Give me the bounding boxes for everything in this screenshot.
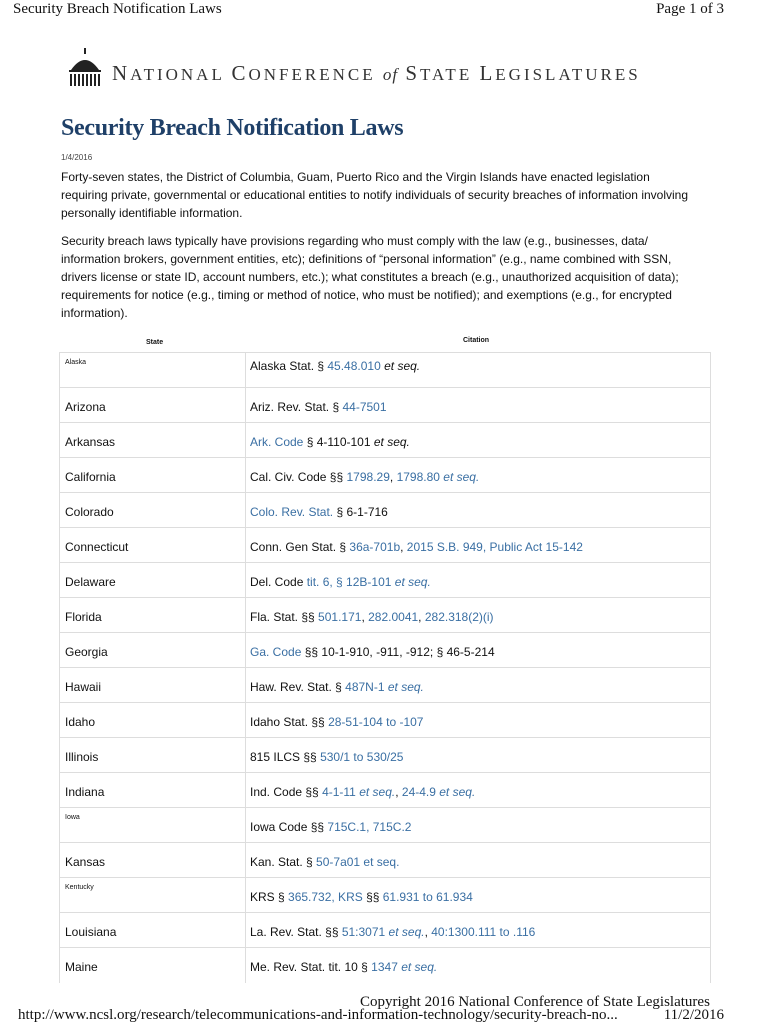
citation-text: Ariz. Rev. Stat. §: [250, 400, 343, 414]
citation-link[interactable]: 40:1300.111 to .116: [431, 925, 536, 939]
citation-text: KRS §: [250, 890, 289, 904]
citation-cell: [246, 633, 710, 667]
citation-link[interactable]: 61.931 to 61.934: [382, 890, 473, 904]
citation-cell: [246, 493, 710, 527]
state-cell: Georgia: [60, 633, 246, 667]
citation-cell: [246, 353, 710, 387]
table-row: [60, 878, 710, 913]
citation-text: ,: [389, 470, 397, 484]
citation-cell: [246, 773, 710, 807]
column-header-state: State: [146, 339, 164, 346]
table-row: [60, 598, 710, 633]
state-cell: Iowa: [60, 808, 246, 842]
citation-text: Alaska Stat. §: [250, 359, 328, 373]
print-date: 11/2/2016: [663, 1007, 724, 1023]
breach-laws-table: [59, 352, 711, 983]
citation-link[interactable]: 530/1 to 530/25: [320, 750, 404, 764]
page-header-title: Security Breach Notification Laws: [13, 1, 222, 17]
table-row: [60, 808, 710, 843]
citation-cell: [246, 878, 710, 912]
state-cell: Illinois: [60, 738, 246, 772]
citation-text: Idaho Stat. §§: [250, 715, 329, 729]
table-row: [60, 913, 710, 948]
citation-link[interactable]: et seq.: [435, 785, 476, 799]
table-row: [60, 423, 710, 458]
citation-text: Kan. Stat. §: [250, 855, 317, 869]
table-row: [60, 703, 710, 738]
citation-link[interactable]: 51:3071: [341, 925, 386, 939]
state-cell: Kentucky: [60, 878, 246, 912]
state-cell: Maine: [60, 948, 246, 983]
source-url: http://www.ncsl.org/research/telecommunications-and-information-technology/security-breach-no...: [18, 1007, 618, 1023]
citation-link[interactable]: 36a-701b: [349, 540, 401, 554]
citation-text: Iowa Code §§: [250, 820, 328, 834]
citation-text: ,: [424, 925, 432, 939]
citation-text: §§ 10-1-910, -911, -912; § 46-5-214: [301, 645, 495, 659]
citation-link[interactable]: 1798.80: [396, 470, 440, 484]
citation-cell: [246, 948, 710, 983]
citation-link[interactable]: 24-4.9: [401, 785, 436, 799]
citation-cell: [246, 738, 710, 772]
citation-link[interactable]: Ark. Code: [250, 435, 304, 449]
intro-paragraph: Forty-seven states, the District of Columbia, Guam, Puerto Rico and the Virgin Islands have enacted legislation requiring private, governmental or educational entities to notify individuals of security breaches of information involving personally identifiable information.: [61, 170, 689, 220]
citation-link[interactable]: 365.732, KRS: [288, 890, 363, 904]
citation-text: ,: [400, 540, 407, 554]
publish-date: 1/4/2016: [61, 153, 93, 162]
citation-cell: [246, 843, 710, 877]
page-number: Page 1 of 3: [656, 1, 724, 17]
state-cell: Indiana: [60, 773, 246, 807]
citation-text: Me. Rev. Stat. tit. 10 §: [250, 960, 372, 974]
citation-text: Fla. Stat. §§: [250, 610, 319, 624]
citation-link[interactable]: et seq.: [439, 470, 480, 484]
citation-cell: [246, 458, 710, 492]
citation-link[interactable]: et seq.: [391, 575, 431, 589]
citation-link[interactable]: Ga. Code: [250, 645, 302, 659]
table-row: [60, 563, 710, 598]
organization-logo-text: NATIONAL CONFERENCE of STATE LEGISLATURES: [112, 61, 641, 85]
table-row: [60, 493, 710, 528]
table-row: [60, 668, 710, 703]
table-row: [60, 948, 710, 983]
page-title: Security Breach Notification Laws: [61, 115, 404, 141]
table-row: [60, 353, 710, 388]
table-row: [60, 738, 710, 773]
citation-cell: [246, 528, 710, 562]
column-header-citation: Citation: [463, 337, 490, 344]
citation-text: ,: [418, 610, 425, 624]
citation-link[interactable]: 282.0041: [368, 610, 419, 624]
state-cell: California: [60, 458, 246, 492]
citation-text: La. Rev. Stat. §§: [250, 925, 342, 939]
citation-text: Cal. Civ. Code §§: [250, 470, 347, 484]
citation-text: et seq.: [380, 359, 421, 373]
state-cell: Arkansas: [60, 423, 246, 457]
citation-text: ,: [361, 610, 369, 624]
copyright-notice: Copyright 2016 National Conference of State Legislatures: [360, 994, 710, 1010]
citation-link[interactable]: 1347: [371, 960, 398, 974]
citation-text: § 6-1-716: [333, 505, 388, 519]
citation-link[interactable]: 501.171: [318, 610, 362, 624]
citation-link[interactable]: 715C.1, 715C.2: [327, 820, 412, 834]
citation-cell: [246, 563, 710, 597]
citation-cell: [246, 808, 710, 842]
citation-text: § 4-110-101: [303, 435, 374, 449]
table-row: [60, 633, 710, 668]
capitol-dome-icon: [65, 48, 105, 88]
citation-cell: [246, 703, 710, 737]
state-cell: Hawaii: [60, 668, 246, 702]
citation-cell: [246, 598, 710, 632]
citation-link[interactable]: et seq.: [385, 925, 425, 939]
table-row: [60, 773, 710, 808]
citation-text: Conn. Gen Stat. §: [250, 540, 350, 554]
state-cell: Arizona: [60, 388, 246, 422]
citation-link[interactable]: 45.48.010: [327, 359, 381, 373]
provisions-paragraph: Security breach laws typically have provisions regarding who must comply with the law (e.g., businesses, data/ information brokers, government entities, etc); definitions of “personal information” (e.g., name combined with SSN, drivers license or state ID, account numbers, etc.); what constitutes a breach (e.g., unauthorized acquisition of data); requirements for notice (e.g., timing or method of notice, who must be notified); and exemptions (e.g., for encrypted information).: [61, 234, 679, 320]
citation-link[interactable]: 487N-1: [345, 680, 385, 694]
citation-text: ,: [395, 785, 402, 799]
citation-link[interactable]: 4-1-11: [322, 785, 356, 799]
citation-cell: [246, 668, 710, 702]
citation-link[interactable]: 50-7a01 et seq.: [316, 855, 400, 869]
state-cell: Alaska: [60, 353, 246, 387]
citation-link[interactable]: tit. 6, § 12B-101: [306, 575, 392, 589]
citation-link[interactable]: 28-51-104 to -107: [328, 715, 424, 729]
citation-text: 815 ILCS §§: [250, 750, 321, 764]
state-cell: Idaho: [60, 703, 246, 737]
citation-link[interactable]: 2015 S.B. 949, Public Act 15-142: [406, 540, 583, 554]
citation-link[interactable]: et seq.: [384, 680, 424, 694]
table-row: [60, 528, 710, 563]
citation-link[interactable]: 1798.29: [346, 470, 390, 484]
state-cell: Florida: [60, 598, 246, 632]
citation-link[interactable]: Colo. Rev. Stat.: [250, 505, 334, 519]
table-row: [60, 388, 710, 423]
state-cell: Connecticut: [60, 528, 246, 562]
citation-link[interactable]: et seq.: [397, 960, 438, 974]
citation-text: Haw. Rev. Stat. §: [250, 680, 346, 694]
state-cell: Kansas: [60, 843, 246, 877]
citation-cell: [246, 388, 710, 422]
citation-text: Del. Code: [250, 575, 307, 589]
table-row: [60, 458, 710, 493]
citation-link[interactable]: 282.318(2)(i): [424, 610, 494, 624]
citation-text: §§: [362, 890, 383, 904]
table-row: [60, 843, 710, 878]
citation-link[interactable]: 44-7501: [342, 400, 387, 414]
citation-cell: [246, 423, 710, 457]
citation-text: Ind. Code §§: [250, 785, 323, 799]
citation-link[interactable]: et seq.: [355, 785, 396, 799]
state-cell: Delaware: [60, 563, 246, 597]
state-cell: Colorado: [60, 493, 246, 527]
state-cell: Louisiana: [60, 913, 246, 947]
citation-cell: [246, 913, 710, 947]
citation-text: et seq.: [373, 435, 410, 449]
